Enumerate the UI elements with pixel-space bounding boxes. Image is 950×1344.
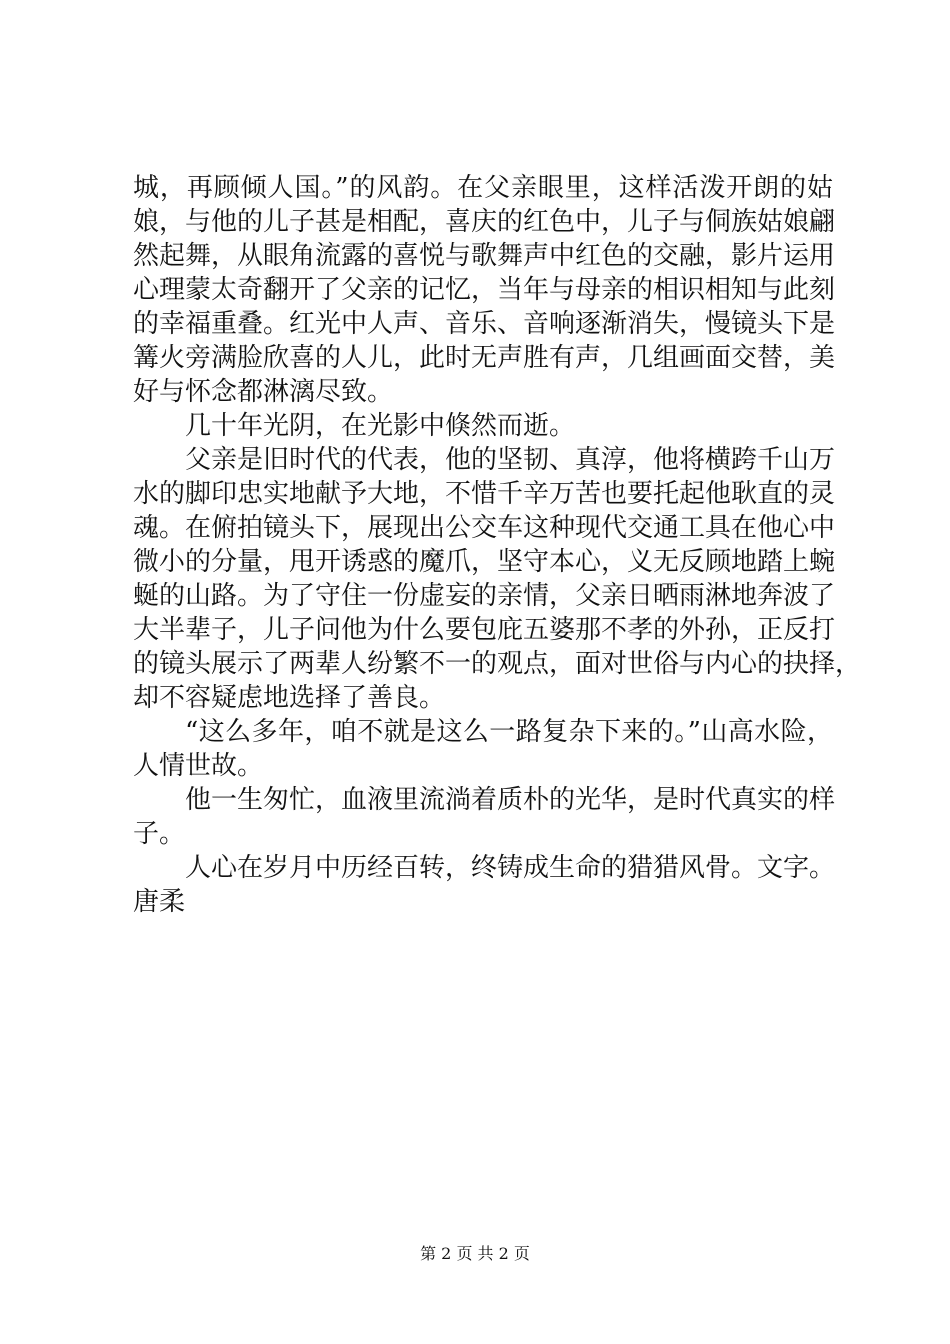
author-line: 唐柔 (133, 887, 186, 917)
text-line: 人情世故。 (133, 751, 264, 781)
text-line: 娘，与他的儿子甚是相配，喜庆的红色中，儿子与侗族姑娘翩 (133, 207, 836, 237)
paragraph-first-line: 人心在岁月中历经百转，终铸成生命的猎猎风骨。文字。 (185, 853, 836, 883)
text-line: 却不容疑虑地选择了善良。 (133, 683, 446, 713)
text-line: 心理蒙太奇翻开了父亲的记忆，当年与母亲的相识相知与此刻 (133, 275, 836, 305)
article-body (133, 171, 862, 919)
text-line: 微小的分量，甩开诱惑的魔爪，坚守本心，义无反顾地踏上蜿 (133, 547, 836, 577)
text-line: 大半辈子，儿子问他为什么要包庇五婆那不孝的外孙，正反打 (133, 615, 836, 645)
text-line: 然起舞，从眼角流露的喜悦与歌舞声中红色的交融，影片运用 (133, 241, 836, 271)
text-line: 好与怀念都淋漓尽致。 (133, 377, 394, 407)
text-line: 蜒的山路。为了守住一份虚妄的亲情，父亲日晒雨淋地奔波了 (133, 581, 836, 611)
text-line: 子。 (133, 819, 186, 849)
paragraph-first-line: 父亲是旧时代的代表，他的坚韧、真淳，他将横跨千山万 (185, 445, 836, 475)
text-line: 城，再顾倾人国。”的风韵。在父亲眼里，这样活泼开朗的姑 (133, 173, 833, 203)
paragraph-first-line: “这么多年，咱不就是这么一路复杂下来的。”山高水险， (185, 717, 833, 747)
paragraph-first-line: 他一生匆忙，血液里流淌着质朴的光华，是时代真实的样 (185, 785, 836, 815)
text-line: 篝火旁满脸欣喜的人儿，此时无声胜有声，几组画面交替，美 (133, 343, 836, 373)
text-line: 水的脚印忠实地献予大地，不惜千辛万苦也要托起他耿直的灵 (133, 479, 836, 509)
paragraph-first-line: 几十年光阴，在光影中倏然而逝。 (185, 411, 576, 441)
page-footer: 第 2 页 共 2 页 (420, 1244, 530, 1263)
text-line: 的镜头展示了两辈人纷繁不一的观点，面对世俗与内心的抉择， (133, 649, 862, 679)
text-line: 的幸福重叠。红光中人声、音乐、音响逐渐消失，慢镜头下是 (133, 309, 836, 339)
text-line: 魂。在俯拍镜头下，展现出公交车这种现代交通工具在他心中 (133, 513, 836, 543)
